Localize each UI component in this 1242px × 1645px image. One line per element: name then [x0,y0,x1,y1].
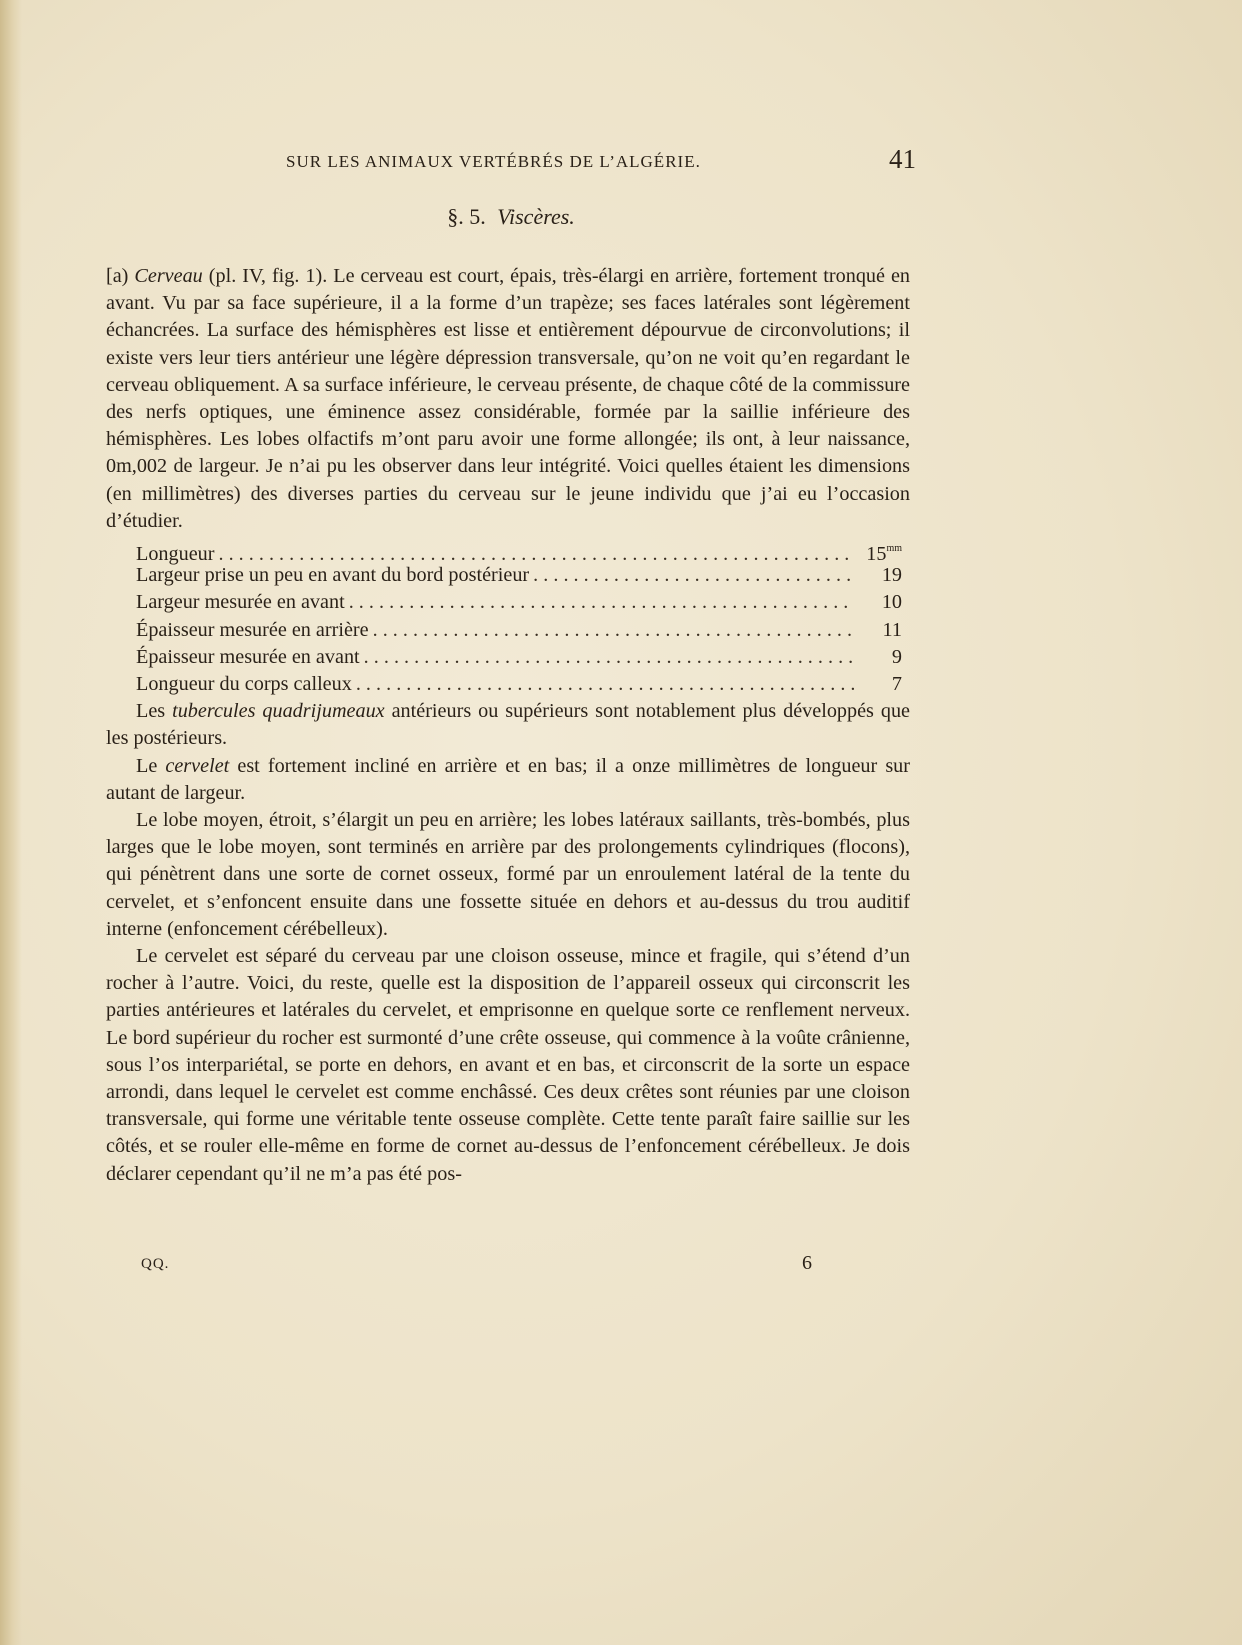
measurement-label: Longueur [136,543,215,566]
measurement-label: Épaisseur mesurée en avant [136,645,360,668]
paragraph-text: (pl. IV, fig. 1). Le cerveau est court, épais, très-élargi en arrière, fortement tronqué en avant. Vu par sa face supérieure, il a la forme d’un trapèze; ses faces latérales sont légèrement échancrées. La surface des hémisphères est lisse et entièrement dépourvue de circonvolutions; il existe vers leur tiers antérieur une légère dépression transversale, qu’on ne voit qu’en regardant le cerveau obliquement. A sa surface inférieure, le cerveau présente, de chaque côté de la commissure des nerfs optiques, une éminence assez considérable, formée par la saillie inférieure des hémisphères. Les lobes olfactifs m’ont paru avoir une forme allongée; ils ont, à leur naissance, 0m,002 de largeur. Je n’ai pu les observer dans leur intégrité. Voici quelles étaient les dimensions (en millimètres) des diverses parties du cerveau sur le jeune individu que j’ai eu l’occasion d’étudier. [106,265,910,532]
measurement-value: 10 [881,591,902,614]
section-heading [106,204,916,230]
measurement-row [106,589,910,616]
page-number: 41 [889,144,916,174]
paragraph-tubercules [106,698,910,752]
measurement-unit: mm [886,543,902,555]
page-binding-shadow [0,0,22,1645]
paragraph-lead: [a) [106,265,135,287]
section-title: Viscères. [497,204,575,229]
measurement-value: $15^{mm}$ [866,543,902,566]
dot-leader [533,562,854,589]
paragraph-lobe-moyen: Le lobe moyen, étroit, s’élargit un peu en arrière; les lobes latéraux saillants, très-bombés, plus larges que le lobe moyen, sont terminés en arrière par des prolongements cylindriques (flocons), qui pénètrent dans une sorte de cornet osseux, formé par un enroulement latéral de la tente du cervelet, et s’enfoncent ensuite dans une fossette située en dehors et au-dessus du trou auditif interne (enfoncement cérébelleux). [106,808,910,940]
term-cerveau: Cerveau [134,265,203,287]
measurement-row [106,535,910,566]
paragraph-cerveau [106,263,910,535]
measurement-row [106,562,910,589]
body-text [106,263,910,1188]
paragraph-text: antérieurs ou supérieurs sont notablement plus développés que les postérieurs. [106,700,911,750]
measurement-value: 19 [881,564,902,587]
measurement-label: Épaisseur mesurée en arrière [136,618,369,641]
sheet-number: 6 [802,1252,812,1274]
dot-leader [373,617,854,644]
measurement-value: 11 [882,618,902,641]
page-header [106,144,916,184]
section-number: §. 5. [447,204,486,229]
dot-leader [356,671,854,698]
measurement-value: 7 [891,672,902,695]
paragraph-text: est fortement incliné en arrière et en bas; il a onze millimètres de longueur sur autant de largeur. [106,754,911,804]
measurement-label: Longueur du corps calleux [136,672,352,695]
measurement-value: 9 [891,645,902,668]
measurement-row [106,671,910,698]
paragraph-lead: Le [136,754,166,777]
measurement-row [106,617,910,644]
paragraph-cloison: Le cervelet est séparé du cerveau par une cloison osseuse, mince et fragile, qui s’étend d’un rocher à l’autre. Voici, du reste, quelle est la disposition de l’appareil osseux qui circonscrit les parties antérieures et latérales du cervelet, et emprisonne en quelque sorte ce renflement nerveux. Le bord supérieur du rocher est surmonté d’une crête osseuse, qui commence à la voûte crânienne, sous l’os interpariétal, se porte en dehors, en avant et en bas, et circonscrit de la sorte un espace arrondi, dans lequel le cervelet est comme enchâssé. Ces deux crêtes sont réunies par une cloison transversale, qui forme une véritable tente osseuse complète. Cette tente paraît faire saillie sur les côtés, et se rouler elle-même en forme de cornet au-dessus de l’enfoncement cérébelleux. Je dois déclarer cependant qu’il ne m’a pas été pos- [106,944,910,1185]
term-cervelet: cervelet [165,754,230,777]
measurement-list [106,535,910,698]
paragraph-lead: Les [136,700,173,723]
measurement-row [106,644,910,671]
term-tubercules: tubercules quadrijumeaux [172,700,385,723]
running-title: SUR LES ANIMAUX VERTÉBRÉS DE L’ALGÉRIE. [286,152,701,171]
page-footer [106,1252,916,1286]
measurement-label: Largeur mesurée en avant [136,591,345,614]
paragraph-cervelet [106,753,910,807]
signature-mark: QQ. [141,1256,170,1272]
measurement-label: Largeur prise un peu en avant du bord postérieur [136,564,530,587]
dot-leader [349,589,854,616]
dot-leader [364,644,854,671]
